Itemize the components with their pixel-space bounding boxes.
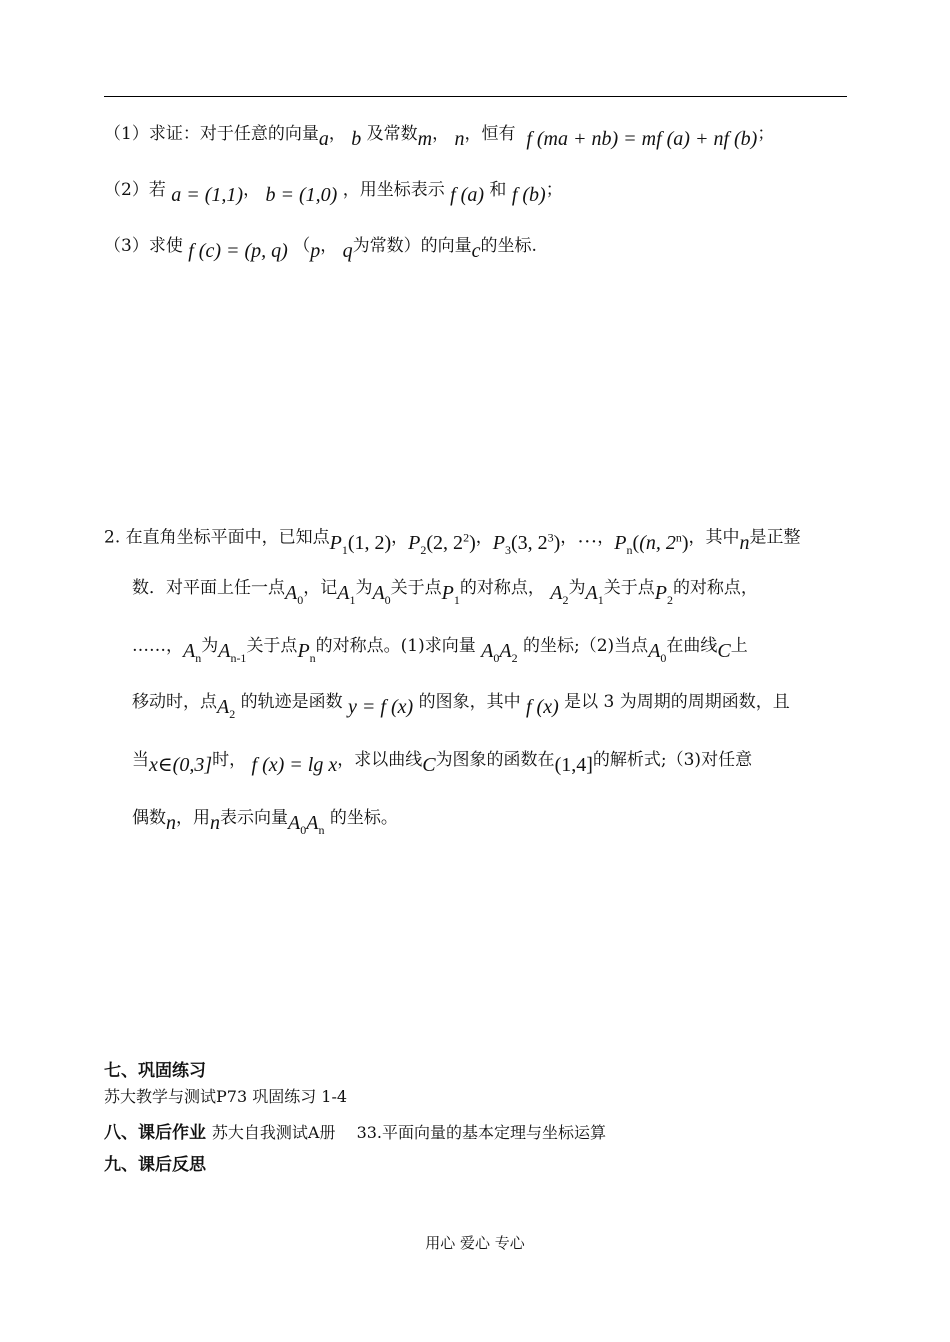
text: 2. 在直角坐标平面中，已知点 [104, 527, 330, 548]
text: 为 [568, 578, 586, 598]
math-a0: $A_0$ [285, 582, 304, 607]
math-a2: $A_2$ [550, 582, 569, 607]
text: 的轨迹是函数 [240, 692, 343, 712]
text: 关于点 [246, 636, 298, 656]
text: 关于点 [390, 578, 442, 598]
math-an: $A_n$ [183, 640, 202, 665]
text: 为 [355, 578, 373, 598]
text: 表示向量 [220, 808, 288, 828]
text: 是正整 [749, 527, 801, 548]
text: 和 [489, 180, 507, 200]
problem2-line1: 2. 在直角坐标平面中，已知点$P_1(1$, 2)，$P_2(2$, $2^2$)，$P_3(3$, $2^3$)，…，$P_n((n$, 2$^n$)，其中n是正整 [104, 525, 801, 557]
math-pn: $P_n$ [297, 640, 316, 665]
text: ； [757, 124, 775, 144]
text: ，其中 [688, 527, 740, 548]
text: （3）求使 [104, 236, 183, 256]
ellipsis: … [577, 525, 598, 548]
math-curve-c: C [717, 640, 731, 662]
math-b: b [351, 128, 362, 150]
text: 偶数 [132, 808, 166, 828]
text: ……， [132, 636, 183, 656]
text: （2）若 [104, 180, 166, 200]
problem1-part2 [104, 176, 563, 206]
text: 的图象，其中 [418, 692, 521, 712]
math-a1: $A_1$ [337, 582, 356, 607]
text: 为常数）的向量 [352, 236, 472, 256]
text: 的坐标. [480, 236, 537, 256]
text: 的对称点。(1)求向量 [315, 636, 476, 656]
text: 是以 3 为周期的周期函数，且 [564, 692, 790, 712]
text: 的对称点， [672, 578, 758, 598]
problem2-line6 [132, 804, 398, 837]
text: 时， [212, 750, 247, 770]
math-a0: $A_0$ [372, 582, 391, 607]
math-q: q [342, 240, 353, 262]
text: （ [293, 236, 311, 256]
math-a0: $A_0$ [648, 640, 667, 665]
math-fx: f (x) [525, 696, 559, 718]
math-n: n [454, 128, 465, 150]
problem2-line5 [132, 746, 753, 776]
text: ， [328, 124, 346, 144]
header-rule [104, 96, 847, 97]
math-fc: f (c) = (p, q) [188, 240, 288, 262]
text: 关于点 [603, 578, 655, 598]
text: ，用坐标表示 [342, 180, 445, 200]
math-x-interval: x∈(0,3] [149, 754, 213, 776]
math-vector-a0a2: $A_0A_2$ [481, 640, 518, 665]
math-p: p [310, 240, 321, 262]
text: ，恒有 [464, 124, 516, 144]
math-c: c [471, 240, 481, 262]
math-a1: $A_1$ [585, 582, 604, 607]
math-b-value: b = (1,0) [265, 184, 338, 206]
math-y-fx: y = f (x) [348, 696, 414, 718]
problem1-part3 [104, 232, 537, 262]
problem2-line2 [132, 574, 758, 607]
math-p3: $P_3(3$, $2^3$) [492, 530, 561, 557]
section-7-text: 苏大教学与测试P73 巩固练习 1-4 [104, 1087, 348, 1106]
text: ， [320, 236, 338, 256]
text: ，用 [176, 808, 210, 828]
math-an-1: $A_{n-1}$ [218, 640, 247, 665]
math-p1: $P_1$ [441, 582, 460, 607]
text: 在曲线 [666, 636, 718, 656]
text: （1）求证：对于任意的向量 [104, 124, 319, 144]
text: 及常数 [366, 124, 418, 144]
page-footer: 用心 爱心 专心 [425, 1234, 525, 1252]
text: 当 [132, 750, 149, 770]
math-fx-lg: f (x) = lg x [251, 754, 338, 776]
math-a2: $A_2$ [217, 696, 236, 721]
section-9-heading: 九、课后反思 [104, 1155, 206, 1175]
math-fb: f (b) [511, 184, 546, 206]
math-vector-a0an: $A_0A_n$ [288, 812, 325, 837]
text: 的解析式;（3)对任意 [592, 750, 753, 770]
problem2-line3 [132, 632, 748, 665]
problem1-part1 [104, 120, 775, 150]
section-8-text: 苏大自我测试A册 33.平面向量的基本定理与坐标运算 [211, 1123, 607, 1142]
math-p2: $P_2$ [654, 582, 673, 607]
text: 上 [730, 636, 748, 656]
math-n: n [739, 531, 750, 554]
text: ，求以曲线 [337, 750, 423, 770]
text: 为图象的函数在 [435, 750, 555, 770]
math-n: n [166, 812, 176, 834]
math-curve-c: C [422, 754, 436, 776]
text: 的坐标;（2)当点 [523, 636, 649, 656]
math-n: n [210, 812, 220, 834]
text: ； [545, 180, 563, 200]
problem2-line4 [132, 688, 790, 721]
section-8-title: 八、课后作业 [104, 1123, 206, 1143]
math-p1: $P_1(1$, 2) [329, 531, 392, 557]
text: 的对称点， [459, 578, 545, 598]
math-pn: $P_n((n$, 2$^n$) [614, 530, 689, 557]
text: ， [432, 124, 450, 144]
text: ，记 [303, 578, 338, 598]
math-fa: f (a) [450, 184, 484, 206]
math-interval: (1,4] [554, 754, 593, 776]
text: 移动时，点 [132, 692, 217, 712]
math-a-value: a = (1,1) [171, 184, 244, 206]
math-m: m [417, 128, 433, 150]
section-8-heading [104, 1118, 606, 1143]
section-7-heading: 七、巩固练习 [104, 1061, 206, 1081]
math-formula-linear: f (ma + nb) = mf (a) + nf (b) [526, 128, 758, 150]
text: 为 [201, 636, 219, 656]
text: ， [243, 180, 261, 200]
text: 的坐标。 [329, 808, 398, 828]
math-a: a [318, 128, 329, 150]
math-p2: $P_2(2$, $2^2$) [408, 530, 476, 557]
text: 数．对平面上任一点 [132, 578, 285, 598]
